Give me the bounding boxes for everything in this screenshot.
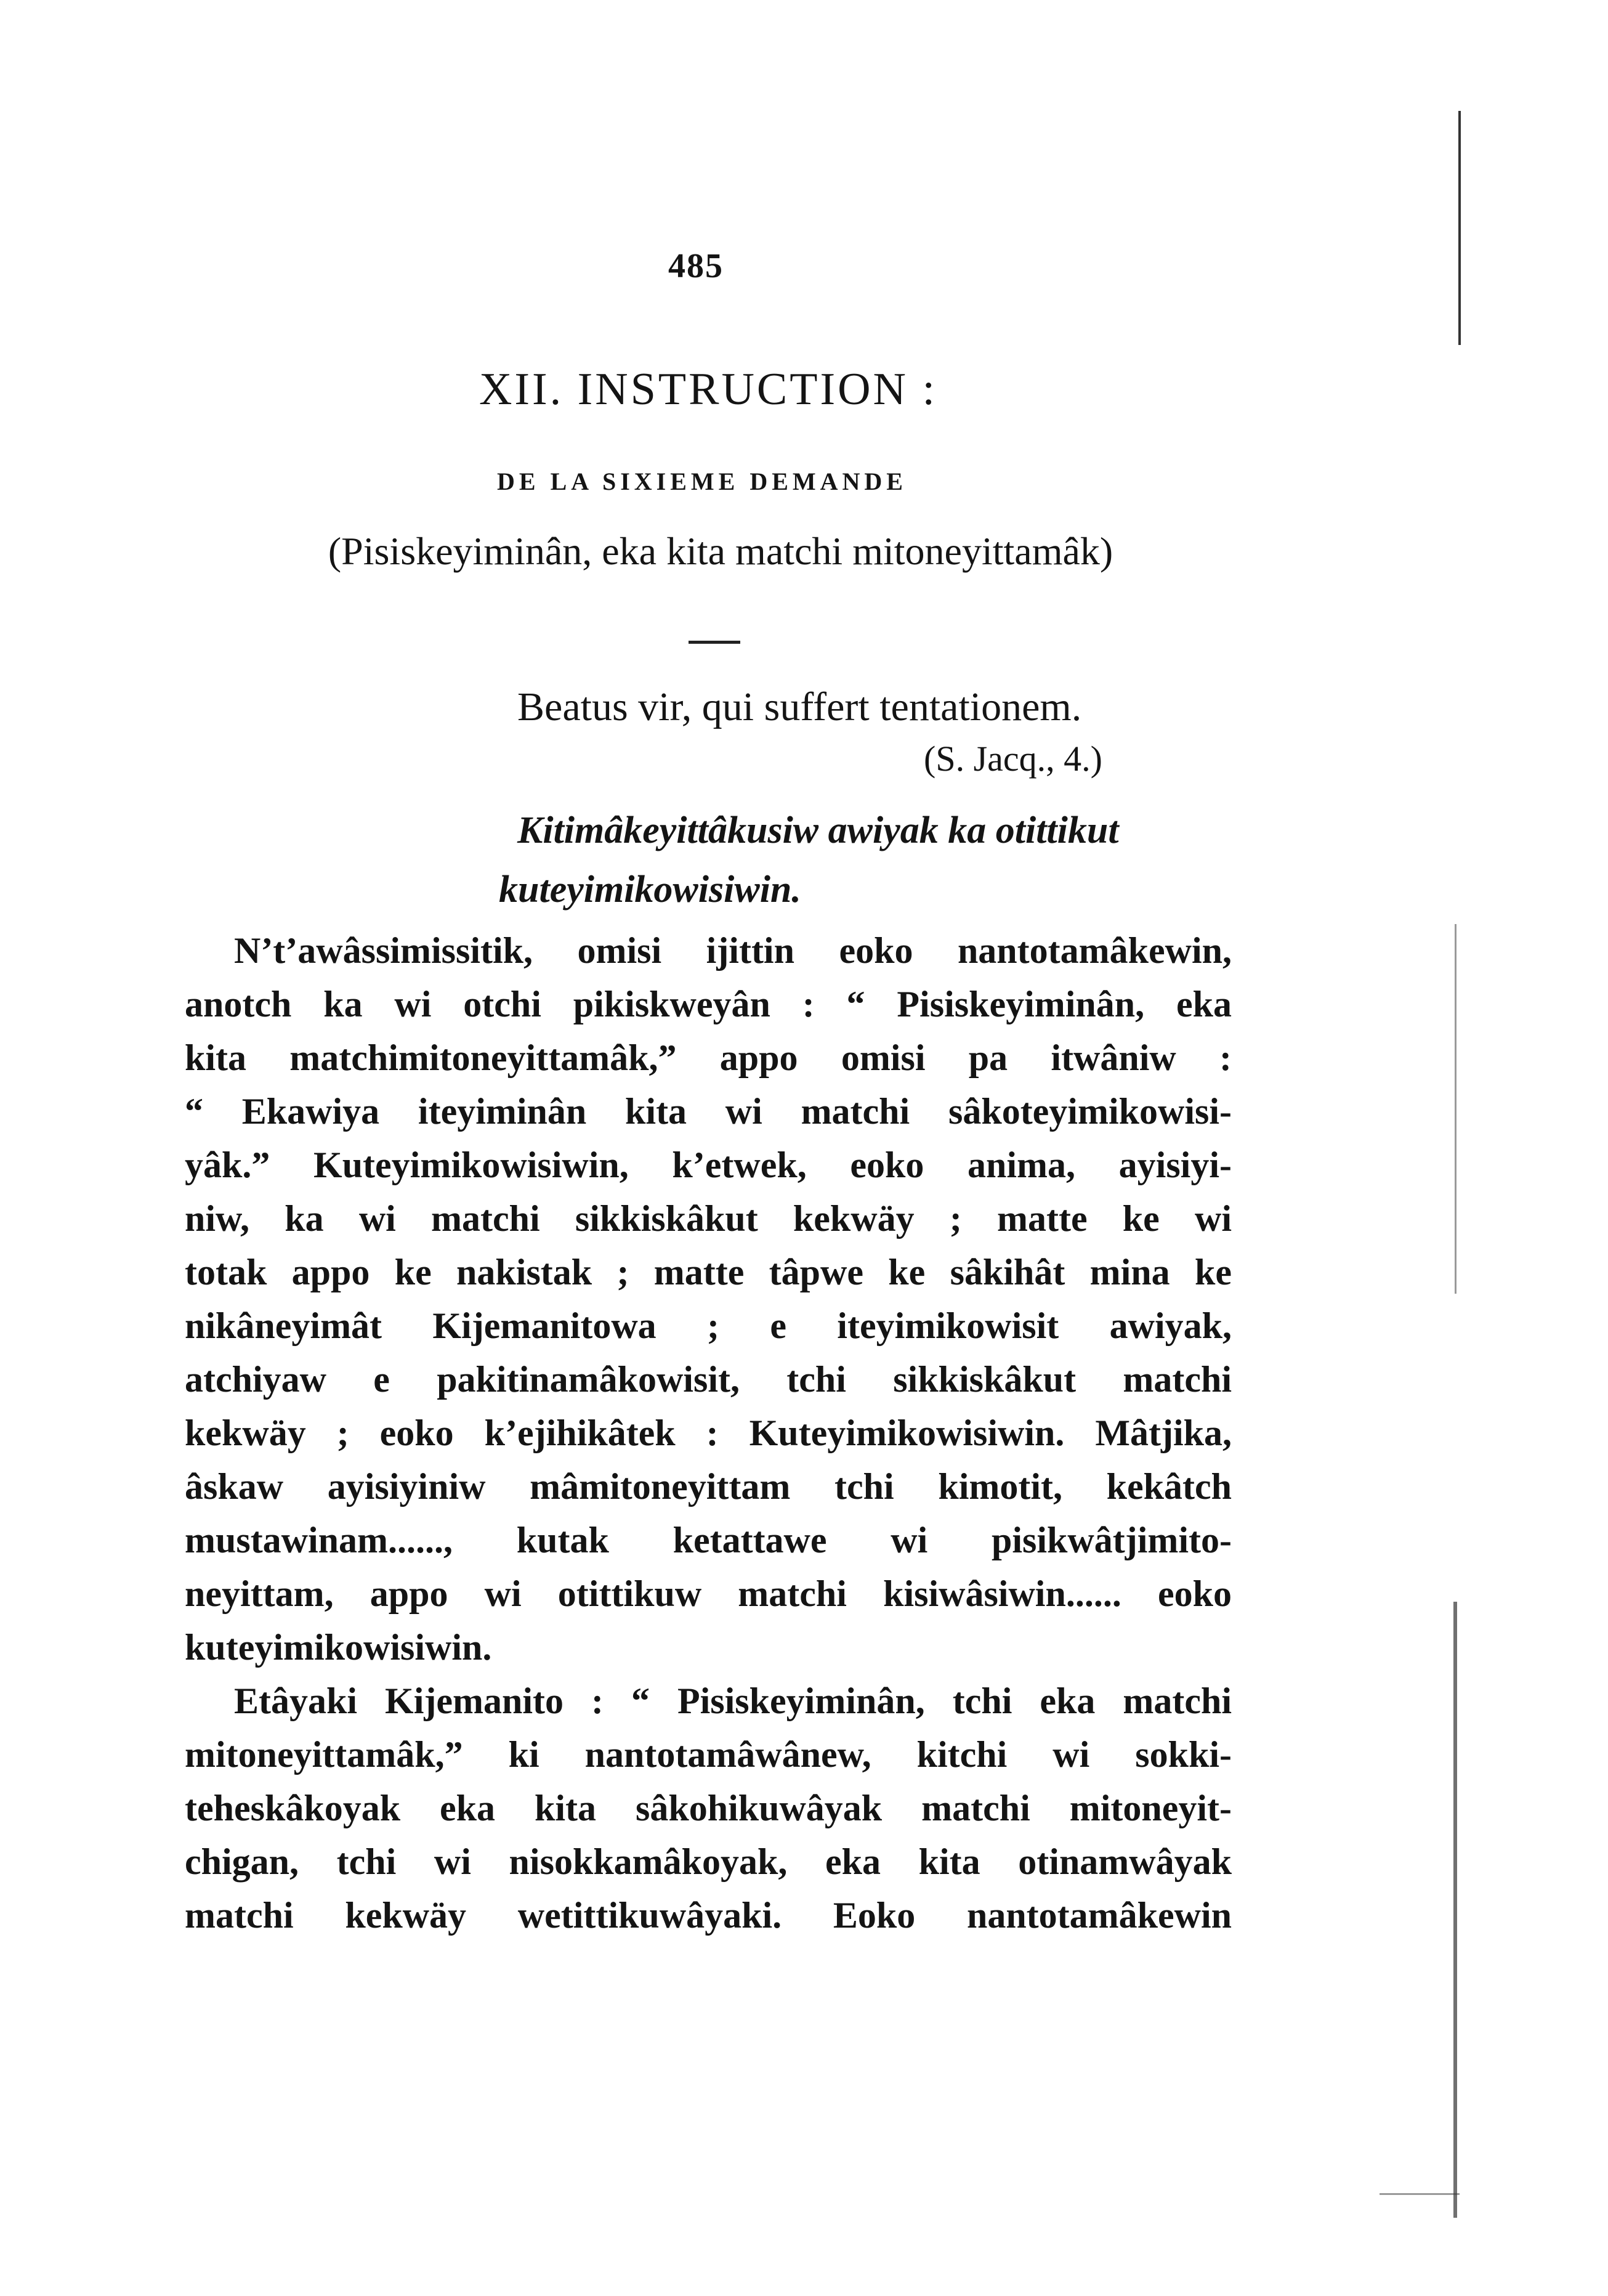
body-text — [185, 924, 1232, 1942]
body-line: chigan, tchi wi nisokkamâkoyak, eka kita otinamwâyak — [185, 1841, 1232, 1882]
body-line: totak appo ke nakistak ; matte tâpwe ke sâkihât mina ke — [185, 1252, 1232, 1292]
body-line: atchiyaw e pakitinamâkowisit, tchi sikkiskâkut matchi — [185, 1359, 1232, 1400]
body-line: kita matchimitoneyittamâk,” appo omisi pa itwâniw : — [185, 1037, 1232, 1078]
body-line: mitoneyittamâk,” ki nantotamâwânew, kitchi wi sokki- — [185, 1734, 1232, 1775]
section-divider — [689, 641, 740, 644]
body-line: teheskâkoyak eka kita sâkohikuwâyak matchi mitoneyit- — [185, 1788, 1232, 1828]
translation-line-1: Kitimâkeyittâkusiw awiyak ka otittikut — [517, 809, 1119, 851]
body-line: “ Ekawiya iteyiminân kita wi matchi sâkoteyimikowisi- — [185, 1091, 1232, 1132]
body-line: N’t’awâssimissitik, omisi ijittin eoko nantotamâkewin, — [234, 930, 1232, 971]
body-line: yâk.” Kuteyimikowisiwin, k’etwek, eoko anima, ayisiyi- — [185, 1145, 1232, 1185]
epigraph-source: (S. Jacq., 4.) — [924, 739, 1102, 779]
body-line: kekwäy ; eoko k’ejihikâtek : Kuteyimikowisiwin. Mâtjika, — [185, 1413, 1232, 1453]
body-line: anotch ka wi otchi pikiskweyân : “ Pisiskeyiminân, eka — [185, 984, 1232, 1024]
body-line: niw, ka wi matchi sikkiskâkut kekwäy ; matte ke wi — [185, 1198, 1232, 1239]
body-line: matchi kekwäy wetittikuwâyaki. Eoko nantotamâkewin — [185, 1895, 1232, 1936]
epigraph-translation — [499, 801, 1281, 919]
body-line: neyittam, appo wi otittikuw matchi kisiwâsiwin...... eoko — [185, 1573, 1232, 1614]
scan-edge-mark — [1458, 111, 1461, 345]
body-line: mustawinam......, kutak ketattawe wi pisikwâtjimito- — [185, 1520, 1232, 1560]
body-line: kuteyimikowisiwin. — [185, 1627, 492, 1668]
chapter-subtitle: DE LA SIXIEME DEMANDE — [497, 468, 907, 495]
page-number: 485 — [668, 247, 724, 285]
chapter-title: XII. INSTRUCTION : — [479, 364, 938, 415]
body-line: nikâneyimât Kijemanitowa ; e iteyimikowisit awiyak, — [185, 1305, 1232, 1346]
scan-edge-mark — [1453, 1602, 1457, 2218]
translation-line-2: kuteyimikowisiwin. — [499, 869, 801, 911]
body-line: âskaw ayisiyiniw mâmitoneyittam tchi kimotit, kekâtch — [185, 1466, 1232, 1507]
native-title: (Pisiskeyiminân, eka kita matchi mitoneyittamâk) — [328, 529, 1113, 573]
epigraph-quote: Beatus vir, qui suffert tentationem. — [517, 684, 1082, 729]
scan-edge-mark — [1455, 924, 1456, 1294]
scan-edge-mark — [1380, 2193, 1460, 2195]
body-line: Etâyaki Kijemanito : “ Pisiskeyiminân, tchi eka matchi — [234, 1681, 1232, 1721]
